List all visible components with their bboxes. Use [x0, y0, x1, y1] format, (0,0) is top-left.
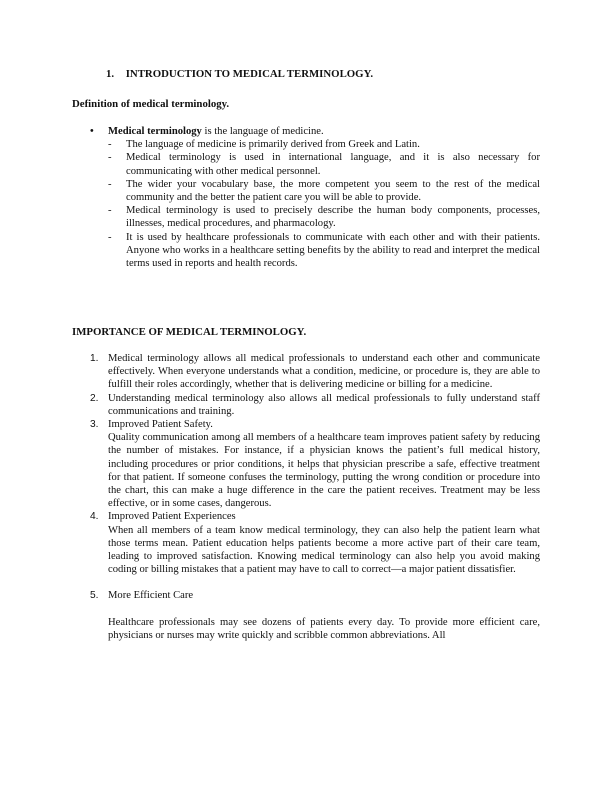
item-title: Improved Patient Experiences: [108, 511, 236, 523]
list-item: - Medical terminology is used to precisely describe the human body components, processes, illnesses, medical procedures, and pharmacology.: [108, 205, 540, 230]
item-number: 1.: [90, 353, 99, 364]
item-number: 2.: [90, 392, 99, 404]
definition-bullet: [90, 125, 540, 138]
list-item: [90, 589, 540, 642]
list-item: [90, 352, 540, 392]
term-rest: is the language of medicine.: [201, 126, 324, 137]
section-number: 1.: [106, 68, 115, 80]
dash-icon: -: [108, 205, 112, 217]
spacer: [90, 576, 540, 589]
importance-subheading: IMPORTANCE OF MEDICAL TERMINOLOGY.: [72, 326, 307, 338]
definition-subheading: Definition of medical terminology.: [72, 98, 230, 110]
item-title: More Efficient Care: [108, 590, 194, 602]
section-title: INTRODUCTION TO MEDICAL TERMINOLOGY.: [125, 68, 374, 80]
dash-icon: -: [108, 152, 112, 164]
item-title: Understanding medical terminology also allows all medical professionals to fully understand staff communications and training.: [108, 392, 540, 417]
list-item: - Medical terminology is used in international language, and it is also necessary for communicating with other medical personnel.: [108, 152, 540, 177]
item-title: Improved Patient Safety.: [108, 419, 213, 431]
dash-icon: -: [108, 178, 112, 190]
term-bold: Medical terminology: [108, 126, 202, 137]
dash-icon: -: [108, 231, 112, 243]
item-number: 3.: [90, 419, 99, 431]
list-item: - The language of medicine is primarily derived from Greek and Latin.: [108, 139, 420, 151]
dash-list: [90, 138, 540, 270]
list-item: - The wider your vocabulary base, the more competent you seem to the rest of the medical community and the better the patient care you will be able to provide.: [108, 178, 540, 204]
definition-list: [90, 125, 540, 270]
item-title: Medical terminology allows all medical professionals to understand each other and communicate effectively. When everyone understands what a condition, medicine, or procedure is, they are able to fulfill their roles accordingly, whether that is delivering medicine or billing for a medicine.: [108, 353, 540, 391]
bullet-icon: •: [90, 126, 94, 137]
list-item: [90, 392, 540, 418]
list-item: - It is used by healthcare professionals to communicate with each other and with their patients. Anyone who works in a healthcare setting benefits by the ability to read and interpret the medical terms used in reports and health records.: [108, 231, 540, 270]
dash-icon: -: [108, 139, 112, 151]
list-item: [90, 510, 540, 576]
section-heading: [106, 68, 373, 81]
item-body: Healthcare professionals may see dozens of patients every day. To provide more efficient care, physicians or nurses may write quickly and scribble common abbreviations. All: [108, 616, 540, 641]
item-body: Quality communication among all members of a healthcare team improves patient safety by reducing the number of mistakes. For instance, if a physician knows the patient’s full medical history, including procedures or prior conditions, it helps that physician prescribe a safe, effective treatment for that patient. If someone confuses the terminology, putting the wrong condition or procedure into the chart, this can make a huge difference in the care the patient receives. Treatment may be less effective, or in some cases, dangerous.: [108, 432, 540, 510]
list-item: [90, 418, 540, 510]
importance-list: [90, 352, 540, 642]
item-number: 4.: [90, 511, 99, 523]
item-number: 5.: [90, 590, 99, 602]
item-body: When all members of a team know medical terminology, they can also help the patient learn what those terms mean. Patient education helps patients become a more active part of their care team, leading to improved satisfaction. Knowing medical terminology can also help you avoid making coding or billing mistakes that a patient may have to call to correct—a major patient dissatisfier.: [108, 524, 540, 576]
spacer: [108, 603, 540, 616]
